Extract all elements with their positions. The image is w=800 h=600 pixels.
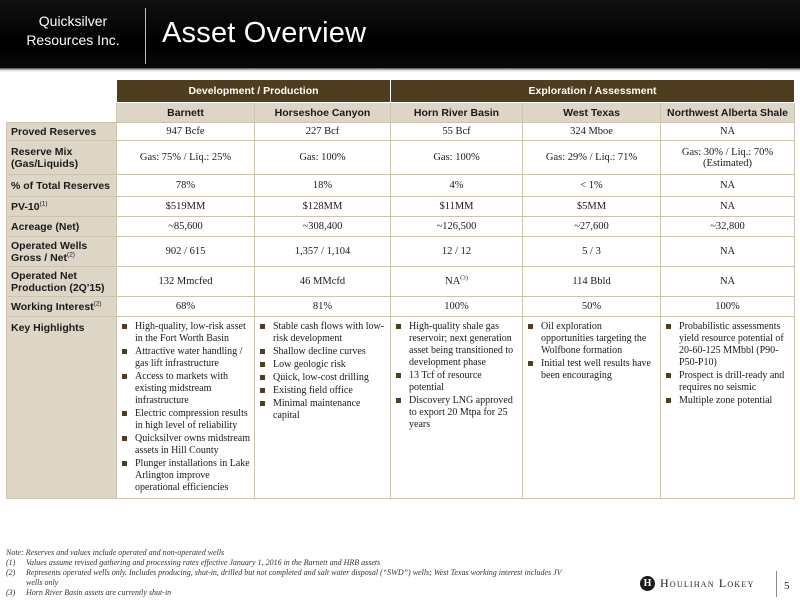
cell-value: Gas: 100% <box>433 152 480 163</box>
footnote <box>6 588 626 598</box>
table-cell <box>661 197 795 217</box>
cell-value: ~32,800 <box>710 221 745 232</box>
row-label-text: Reserve Mix (Gas/Liquids) <box>11 145 79 170</box>
table-cell <box>255 297 391 317</box>
highlights-cell <box>255 317 391 499</box>
list-item: Existing field office <box>259 385 386 397</box>
table-cell <box>661 267 795 297</box>
footnote-ref: (3) <box>460 274 468 282</box>
cell-value: $128MM <box>302 201 343 212</box>
table-row <box>7 123 795 141</box>
table-cell <box>117 141 255 175</box>
header-bar <box>0 0 800 72</box>
table-corner <box>7 80 117 103</box>
row-label-text: Operated Net Production (2Q'15) <box>11 269 105 294</box>
list-item: Attractive water handling / gas lift infrastructure <box>121 346 250 370</box>
cell-value: 1,357 / 1,104 <box>294 246 351 257</box>
table-cell <box>117 197 255 217</box>
footnote-number: (1) <box>6 558 16 567</box>
table-cell <box>117 217 255 237</box>
table-cell <box>391 297 523 317</box>
asset-header: Horseshoe Canyon <box>255 103 391 123</box>
asset-header: West Texas <box>523 103 661 123</box>
cell-value: Gas: 30% / Liq.: 70% (Estimated) <box>681 146 774 169</box>
list-item: Discovery LNG approved to export 20 Mtpa for 25 years <box>395 395 518 431</box>
row-label <box>7 175 117 197</box>
list-item: Electric compression results in high level of reliability <box>121 408 250 432</box>
table-cell <box>523 297 661 317</box>
list-item: Shallow decline curves <box>259 346 386 358</box>
cell-value: 132 Mmcfed <box>158 276 213 287</box>
cell-value: $519MM <box>165 201 206 212</box>
row-label-text: Operated Wells Gross / Net <box>11 239 88 264</box>
cell-value: NA <box>719 201 736 212</box>
table-row <box>7 297 795 317</box>
table-cell <box>523 237 661 267</box>
table-row <box>7 141 795 175</box>
table-cell <box>523 197 661 217</box>
table-cell <box>661 123 795 141</box>
list-item: High-quality, low-risk asset in the Fort Worth Basin <box>121 321 250 345</box>
footnote-ref: (1) <box>39 200 48 207</box>
footnote-number: (2) <box>6 568 16 577</box>
table-cell <box>391 217 523 237</box>
footnote-text: Represents operated wells only. Includes producing, shut-in, drilled but not completed and salt water disposal (“SWD”) wells; West Texas working interest includes JV <box>26 568 562 577</box>
table-cell <box>661 141 795 175</box>
table-cell <box>255 217 391 237</box>
table-cell <box>391 237 523 267</box>
asset-header: Horn River Basin <box>391 103 523 123</box>
logo-text: Houlihan Lokey <box>660 576 755 590</box>
footnote-number: (3) <box>6 588 16 597</box>
asset-header: Barnett <box>117 103 255 123</box>
table-cell <box>117 267 255 297</box>
cell-value: Gas: 100% <box>299 152 346 163</box>
table-cell <box>391 197 523 217</box>
table-cell <box>117 237 255 267</box>
footnote-intro: Note: Reserves and values include operated and non-operated wells <box>6 548 225 557</box>
list-item: Low geologic risk <box>259 359 386 371</box>
footnotes <box>6 548 626 598</box>
table-cell <box>523 123 661 141</box>
table-cell <box>255 141 391 175</box>
table-cell <box>255 123 391 141</box>
row-label <box>7 197 117 217</box>
table-row <box>7 237 795 267</box>
key-highlights-row <box>7 317 795 499</box>
footnote <box>6 558 626 568</box>
cell-value: ~308,400 <box>302 221 343 232</box>
table-row <box>7 175 795 197</box>
table-row <box>7 217 795 237</box>
cell-value: NA <box>719 180 736 191</box>
cell-value: 227 Bcf <box>305 126 340 137</box>
cell-value: $5MM <box>576 201 607 212</box>
list-item: Prospect is drill-ready and requires no seismic <box>665 370 790 394</box>
cell-value: 46 MMcfd <box>299 276 346 287</box>
highlights-cell <box>391 317 523 499</box>
list-item: 13 Tcf of resource potential <box>395 370 518 394</box>
highlights-list <box>121 321 250 494</box>
list-item: Multiple zone potential <box>665 395 790 407</box>
highlights-cell <box>661 317 795 499</box>
table-cell <box>661 237 795 267</box>
row-label <box>7 141 117 175</box>
table-cell <box>391 123 523 141</box>
cell-value: NA <box>445 276 461 287</box>
highlights-list <box>665 321 790 407</box>
cell-value: Gas: 75% / Liq.: 25% <box>139 152 232 163</box>
table-cell <box>255 267 391 297</box>
row-label <box>7 237 117 267</box>
highlights-list <box>527 321 656 382</box>
company-name: Quicksilver Resources Inc. <box>26 13 120 48</box>
cell-value: 50% <box>581 301 602 312</box>
asset-table <box>6 79 795 499</box>
row-label <box>7 217 117 237</box>
list-item: High-quality shale gas reservoir; next generation asset being transitioned to development phase <box>395 321 518 369</box>
table-cell <box>661 297 795 317</box>
cell-value: 100% <box>444 301 469 312</box>
table-cell <box>255 237 391 267</box>
row-label-text: Working Interest <box>11 300 94 313</box>
cell-value: $11MM <box>439 201 474 212</box>
table-row <box>7 267 795 297</box>
cell-value: 5 / 3 <box>582 246 601 257</box>
cell-value: NA <box>719 276 736 287</box>
list-item: Access to markets with existing midstream infrastructure <box>121 371 250 407</box>
cell-value: < 1% <box>580 180 603 191</box>
highlights-list <box>259 321 386 422</box>
table-cell <box>391 267 523 297</box>
table-cell <box>117 123 255 141</box>
row-label-text: Acreage (Net) <box>11 220 80 233</box>
cell-value: 324 Mboe <box>570 126 613 137</box>
group-exploration-assessment: Exploration / Assessment <box>391 80 795 103</box>
list-item: Oil exploration opportunities targeting the Wolfbone formation <box>527 321 656 357</box>
footnote-continuation: wells only <box>26 578 59 587</box>
table-cell <box>255 175 391 197</box>
highlights-list <box>395 321 518 431</box>
list-item: Plunger installations in Lake Arlington improve operational efficiencies <box>121 458 250 494</box>
cell-value: 68% <box>175 301 196 312</box>
table-cell <box>661 217 795 237</box>
page-title: Asset Overview <box>162 17 367 49</box>
row-label <box>7 123 117 141</box>
row-label-text: Proved Reserves <box>11 125 97 138</box>
table-cell <box>523 217 661 237</box>
cell-value: 78% <box>175 180 196 191</box>
footnote-ref: (2) <box>67 251 75 258</box>
cell-value: 4% <box>449 180 464 191</box>
cell-value: 55 Bcf <box>442 126 471 137</box>
footnote-text: Horn River Basin assets are currently shut-in <box>26 588 172 597</box>
houlihan-lokey-logo <box>640 576 754 591</box>
footnote-text: Values assume revised gathering and processing rates effective January 1, 2016 in the Barnett and HRB assets <box>26 558 381 567</box>
cell-value: 114 Bbld <box>572 276 611 287</box>
footnote-ref: (2) <box>93 300 102 307</box>
highlights-cell <box>523 317 661 499</box>
cell-value: 18% <box>312 180 333 191</box>
row-label-text: PV-10 <box>11 200 40 213</box>
footer-divider <box>776 571 777 597</box>
list-item: Quick, low-cost drilling <box>259 372 386 384</box>
cell-value: ~27,600 <box>574 221 609 232</box>
group-development-production: Development / Production <box>117 80 391 103</box>
highlights-cell <box>117 317 255 499</box>
cell-value: ~85,600 <box>168 221 203 232</box>
table-cell <box>523 267 661 297</box>
list-item: Initial test well results have been encouraging <box>527 358 656 382</box>
page-number: 5 <box>784 580 790 592</box>
row-label-text: % of Total Reserves <box>11 179 111 192</box>
cell-value: 100% <box>715 301 740 312</box>
logo-mark-icon: H <box>640 576 655 591</box>
header-divider <box>145 8 146 64</box>
table-cell <box>117 175 255 197</box>
table-cell <box>523 141 661 175</box>
asset-header: Northwest Alberta Shale <box>661 103 795 123</box>
list-item: Quicksilver owns midstream assets in Hill County <box>121 433 250 457</box>
table-cell <box>391 175 523 197</box>
table-cell <box>255 197 391 217</box>
table-corner-sub <box>7 103 117 123</box>
table-row <box>7 197 795 217</box>
cell-value: NA <box>719 246 736 257</box>
table-cell <box>523 175 661 197</box>
cell-value: NA <box>719 126 736 137</box>
cell-value: 12 / 12 <box>441 246 472 257</box>
row-label <box>7 267 117 297</box>
row-label <box>7 297 117 317</box>
list-item: Minimal maintenance capital <box>259 398 386 422</box>
table-cell <box>117 297 255 317</box>
cell-value: 947 Bcfe <box>166 126 205 137</box>
cell-value: ~126,500 <box>436 221 477 232</box>
cell-value: 902 / 615 <box>165 246 206 257</box>
row-label: Key Highlights <box>7 317 117 499</box>
list-item: Stable cash flows with low-risk development <box>259 321 386 345</box>
table-cell <box>661 175 795 197</box>
cell-value: Gas: 29% / Liq.: 71% <box>545 152 638 163</box>
table-cell <box>391 141 523 175</box>
footnote <box>6 568 626 588</box>
cell-value: 81% <box>312 301 333 312</box>
list-item: Probabilistic assessments yield resource potential of 20-60-125 MMbbl (P90-P50-P10) <box>665 321 790 369</box>
